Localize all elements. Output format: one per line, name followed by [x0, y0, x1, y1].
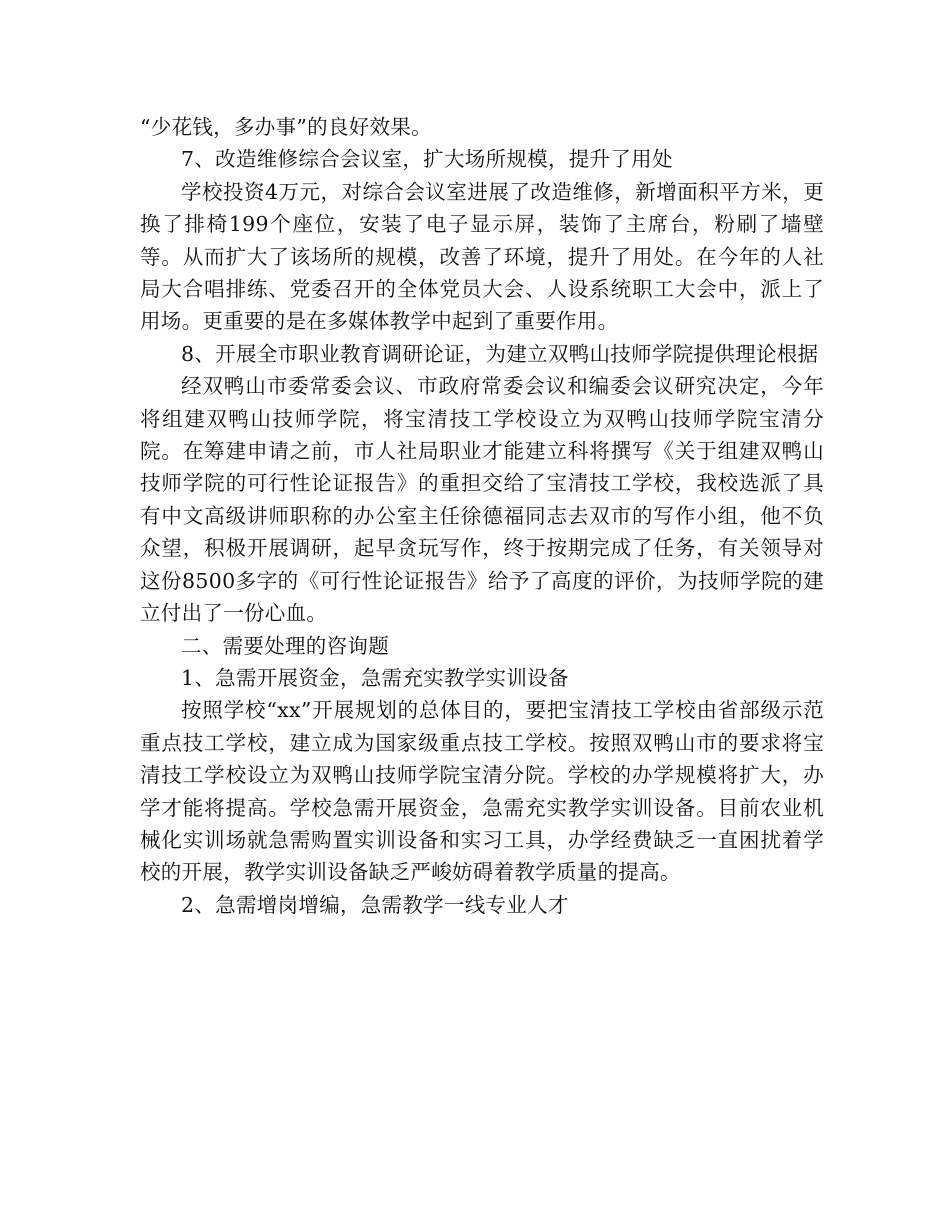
paragraph-meeting-room: 学校投资4万元，对综合会议室进展了改造维修，新增面积平方米，更换了排椅199个座位，安装了电子显示屏，装饰了主席台，粉刷了墙壁等。从而扩大了该场所的规模，改善了环境，提升了用处。在今年的人社局大合唱排练、党委召开的全体党员大会、人设系统职工大会中，派上了用场。更重要的是在多媒体教学中起到了重要作用。: [140, 179, 824, 334]
paragraph-funding: 按照学校“xx”开展规划的总体目的，要把宝清技工学校由省部级示范重点技工学校，建立成为国家级重点技工学校。按照双鸭山市的要求将宝清技工学校设立为双鸭山技师学院宝清分院。学校的办学规模将扩大，办学才能将提高。学校急需开展资金，急需充实教学实训设备。目前农业机械化实训场就急需购置实训设备和实习工具，办学经费缺乏一直困扰着学校的开展，教学实训设备缺乏严峻妨碍着教学质量的提高。: [140, 698, 824, 885]
section-heading-2: 二、需要处理的咨询题: [181, 633, 389, 658]
issue-heading-1: 1、急需开展资金，急需充实教学实训设备: [181, 665, 569, 690]
item-heading-7: 7、改造维修综合会议室，扩大场所规模，提升了用处: [181, 147, 673, 172]
item-heading-8: 8、开展全市职业教育调研论证，为建立双鸭山技师学院提供理论根据: [181, 341, 819, 366]
issue-heading-2: 2、急需增岗增编，急需教学一线专业人才: [181, 892, 569, 917]
document-body: [140, 111, 824, 921]
paragraph-technician-college: 经双鸭山市委常委会议、市政府常委会议和编委会议研究决定，今年将组建双鸭山技师学院，将宝清技工学校设立为双鸭山技师学院宝清分院。在筹建申请之前，市人社局职业才能建立科将撰写《关于组建双鸭山技师学院的可行性论证报告》的重担交给了宝清技工学校，我校选派了具有中文高级讲师职称的办公室主任徐德福同志去双市的写作小组，他不负众望，积极开展调研，起早贪玩写作，终于按期完成了任务，有关领导对这份8500多字的《可行性论证报告》给予了高度的评价，为技师学院的建立付出了一份心血。: [140, 374, 824, 626]
paragraph-continuation: “少花钱，多办事”的良好效果。: [140, 115, 432, 139]
